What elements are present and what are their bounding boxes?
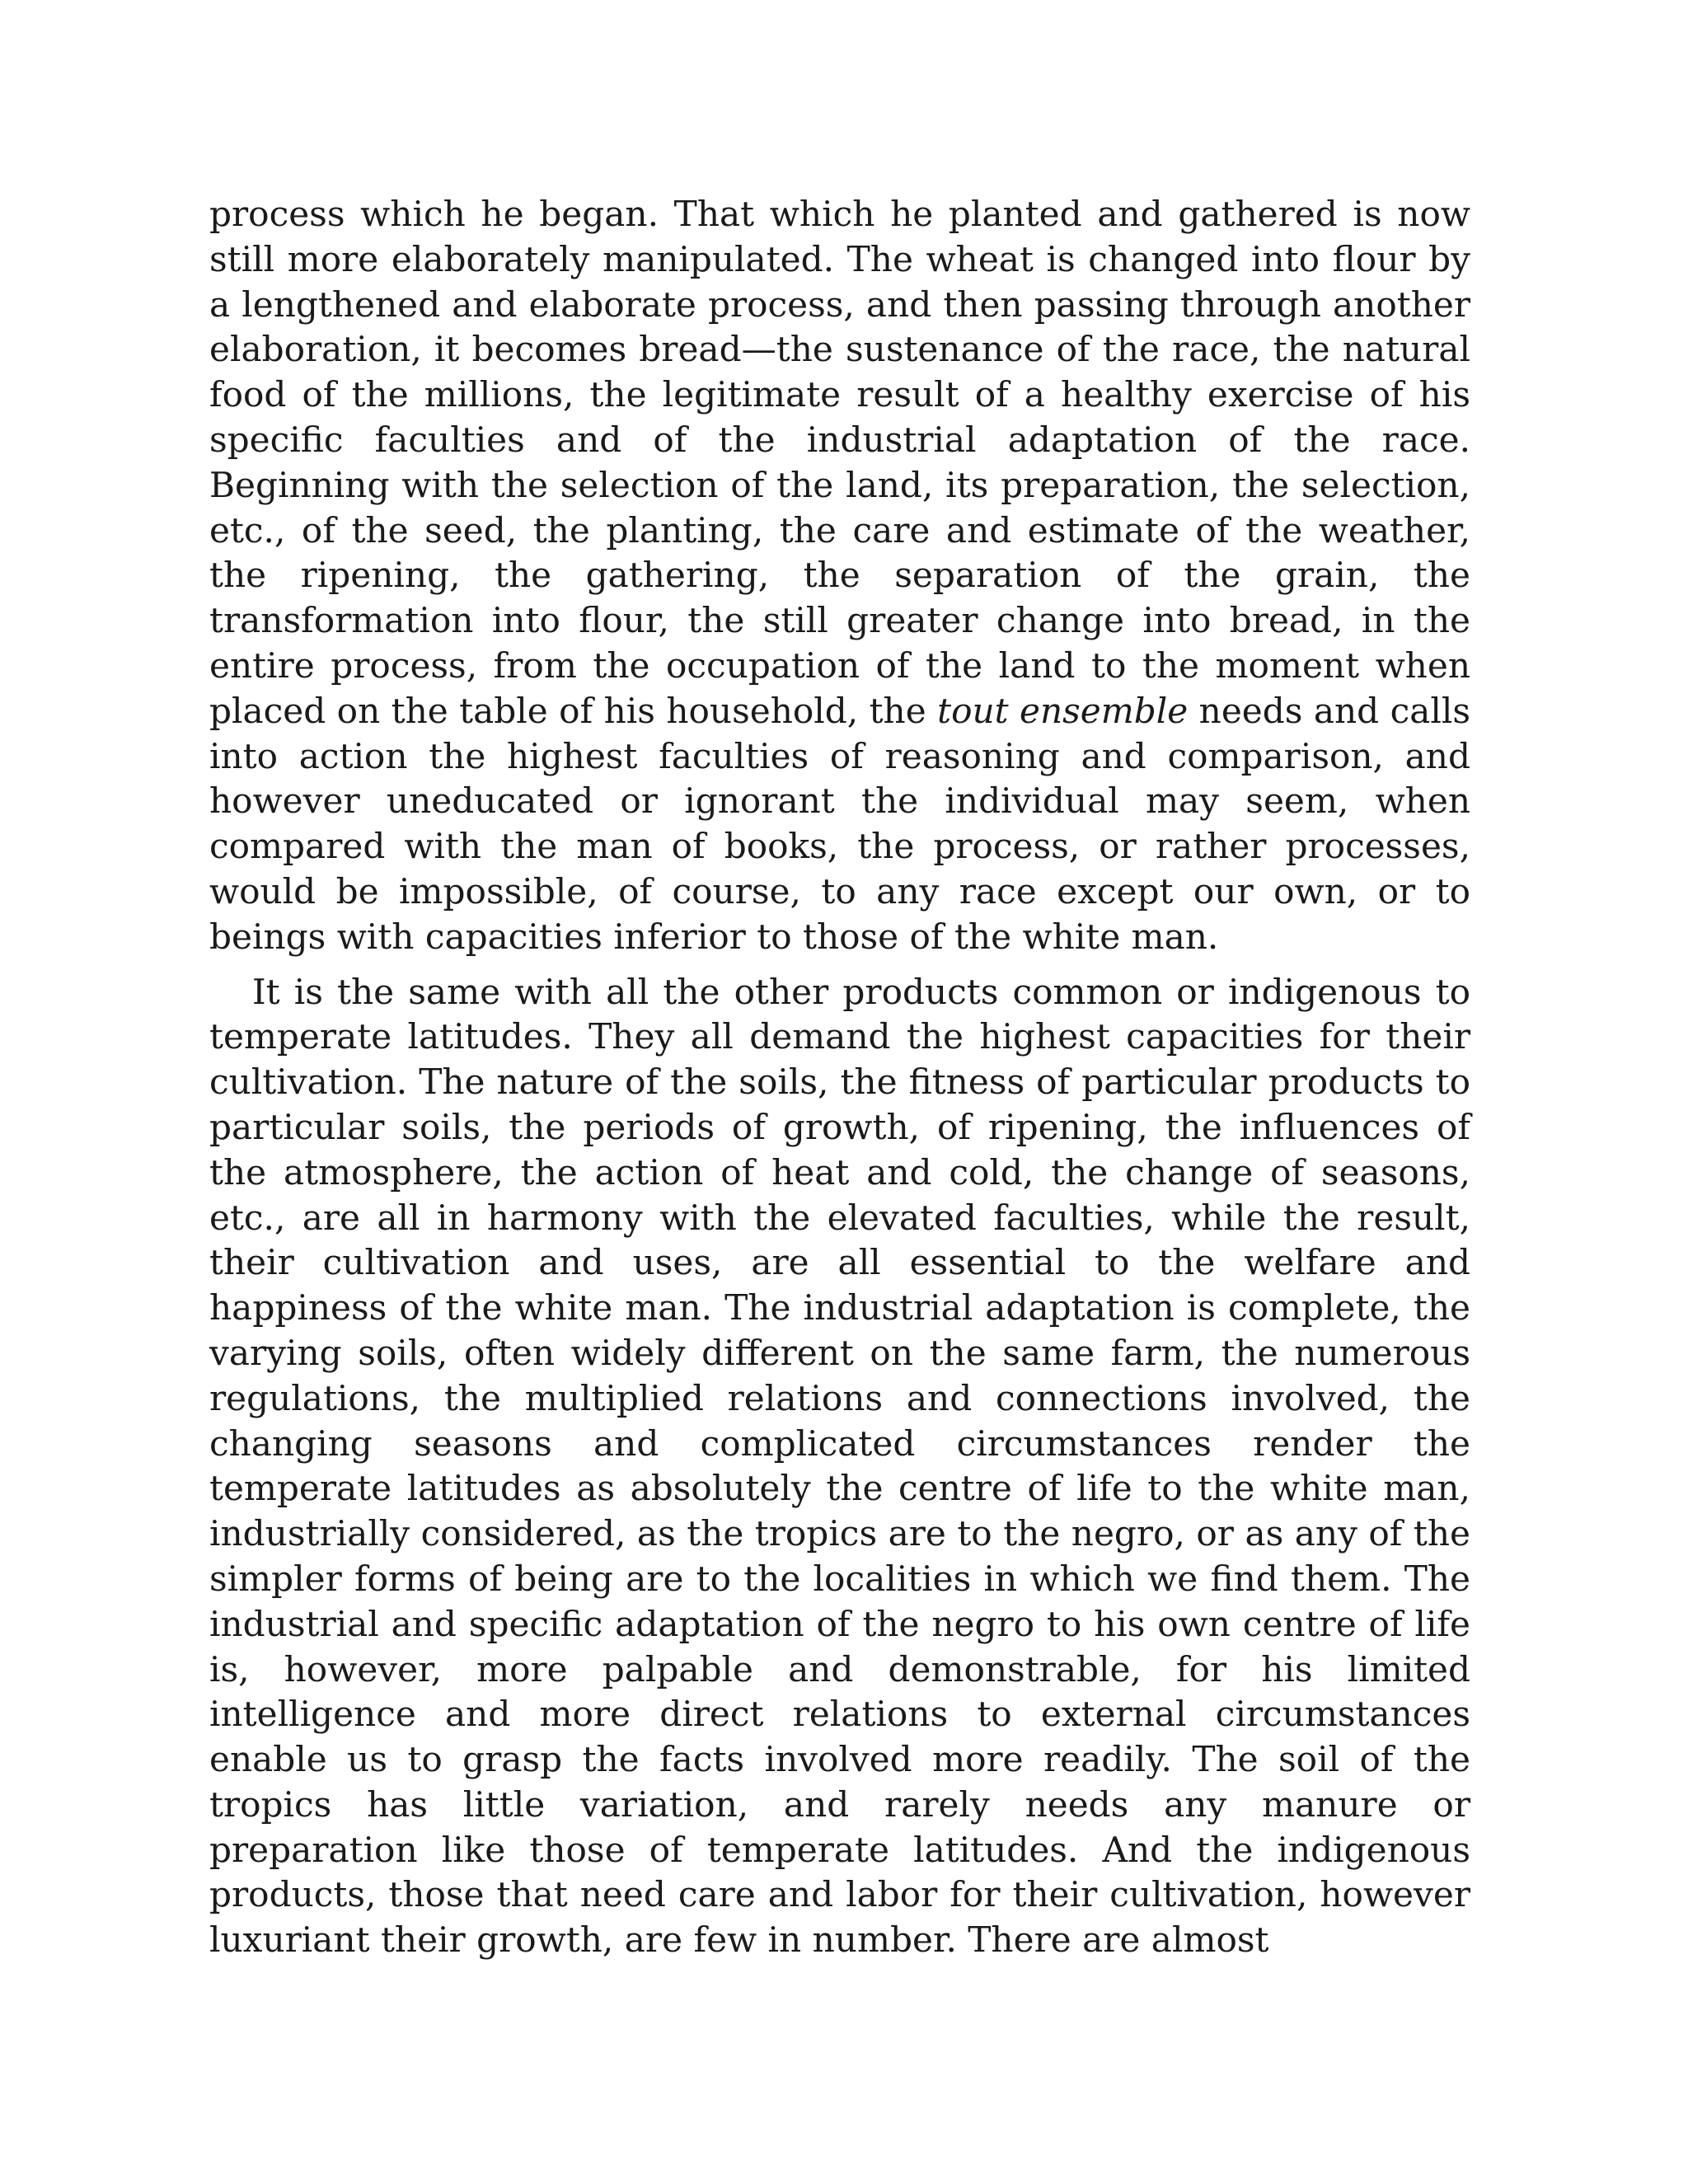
italic-phrase: tout ensemble: [937, 690, 1189, 731]
paragraph: It is the same with all the other products common or indigenous to temperate latitudes. They all demand the highest capacities for their cultivation. The nature of the soils, the fitness of particular products to particular soils, the periods of growth, of ripening, the influences of the atmosphere, the action of heat and cold, the change of seasons, etc., are all in harmony with the elevated faculties, while the result, their cultivation and uses, are all essential to the welfare and happiness of the white man. The industrial adaptation is complete, the varying soils, often widely different on the same farm, the numerous regulations, the multiplied relations and connections involved, the changing seasons and complicated circumstances render the temperate latitudes as absolutely the centre of life to the white man, industrially considered, as the tropics are to the negro, or as any of the simpler forms of being are to the localities in which we find them. The industrial and specific adaptation of the negro to his own centre of life is, however, more palpable and demonstrable, for his limited intelligence and more direct relations to external circumstances enable us to grasp the facts involved more readily. The soil of the tropics has little variation, and rarely needs any manure or preparation like those of temperate latitudes. And the indigenous products, those that need care and labor for their cultivation, however luxuriant their growth, are few in number. There are almost: [209, 971, 1470, 1961]
paragraph-text: process which he began. That which he planted and gathered is now still more elaborately manipulated. The wheat is changed into flour by a lengthened and elaborate process, and then passing through another elaboration, it becomes bread—the sustenance of the race, the natural food of the millions, the legitimate result of a healthy exercise of his specific faculties and of the industrial adaptation of the race. Beginning with the selection of the land, its preparation, the selection, etc., of the seed, the planting, the care and estimate of the weather, the ripening, the gathering, the separation of the grain, the transformation into flour, the still greater change into bread, in the entire process, from the occupation of the land to the moment when placed on the table of his household, the: [209, 194, 1470, 731]
page-body: [209, 192, 1470, 1963]
paragraph-text: needs and calls into action the highest faculties of reasoning and comparison, and however uneducated or ignorant the individual may seem, when compared with the man of books, the process, or rather processes, would be impossible, of course, to any race except our own, or to beings with capacities inferior to those of the white man.: [209, 690, 1471, 957]
paragraph-continued: [209, 192, 1470, 960]
